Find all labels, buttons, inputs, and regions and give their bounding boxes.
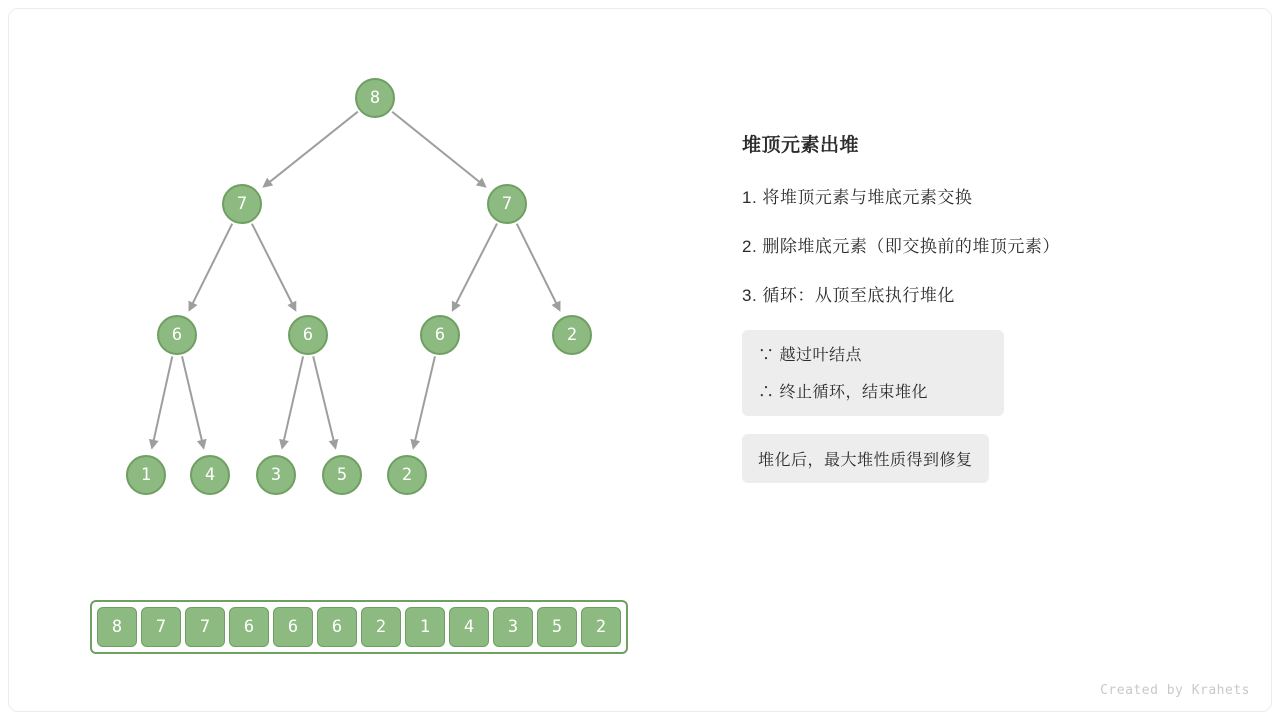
tree-edge [264, 112, 358, 187]
array-cell: 3 [493, 607, 533, 647]
note-line-conclusion: ∴ 终止循环，结束堆化 [758, 384, 928, 401]
array-cell: 5 [537, 607, 577, 647]
array-cell: 2 [581, 607, 621, 647]
tree-node: 6 [288, 315, 328, 355]
tree-node: 2 [552, 315, 592, 355]
tree-edge [182, 356, 204, 447]
array-cell: 6 [273, 607, 313, 647]
step-3: 3. 循环：从顶至底执行堆化 [742, 286, 955, 305]
explanation-panel [742, 130, 1222, 483]
array-cell: 8 [97, 607, 137, 647]
tree-node: 7 [487, 184, 527, 224]
tree-edge [453, 224, 497, 310]
tree-edge [517, 224, 560, 310]
tree-node: 1 [126, 455, 166, 495]
tree-node: 4 [190, 455, 230, 495]
tree-edge [252, 224, 296, 310]
array-cell: 1 [405, 607, 445, 647]
tree-edge [189, 224, 232, 310]
tree-node: 5 [322, 455, 362, 495]
tree-node: 6 [157, 315, 197, 355]
tree-edge [392, 112, 485, 187]
array-cell: 6 [229, 607, 269, 647]
tree-node: 3 [256, 455, 296, 495]
array-cell: 6 [317, 607, 357, 647]
binary-tree-diagram [0, 0, 720, 560]
tree-node: 2 [387, 455, 427, 495]
result-box: 堆化后，最大堆性质得到修复 [742, 434, 989, 483]
tree-node: 6 [420, 315, 460, 355]
tree-edge [313, 356, 335, 447]
array-cell: 4 [449, 607, 489, 647]
panel-title: 堆顶元素出堆 [742, 135, 860, 156]
tree-edge [282, 356, 303, 447]
credit-text: Created by Krahets [1100, 683, 1250, 698]
step-1: 1. 将堆顶元素与堆底元素交换 [742, 188, 973, 207]
array-cell: 7 [185, 607, 225, 647]
tree-node: 8 [355, 78, 395, 118]
array-cell: 2 [361, 607, 401, 647]
tree-node: 7 [222, 184, 262, 224]
heap-array [90, 600, 628, 654]
step-2: 2. 删除堆底元素（即交换前的堆顶元素） [742, 237, 1060, 256]
tree-edge [413, 356, 435, 447]
note-line-premise: ∵ 越过叶结点 [758, 347, 862, 364]
tree-edge [152, 356, 172, 447]
note-box [742, 330, 1004, 416]
array-cell: 7 [141, 607, 181, 647]
